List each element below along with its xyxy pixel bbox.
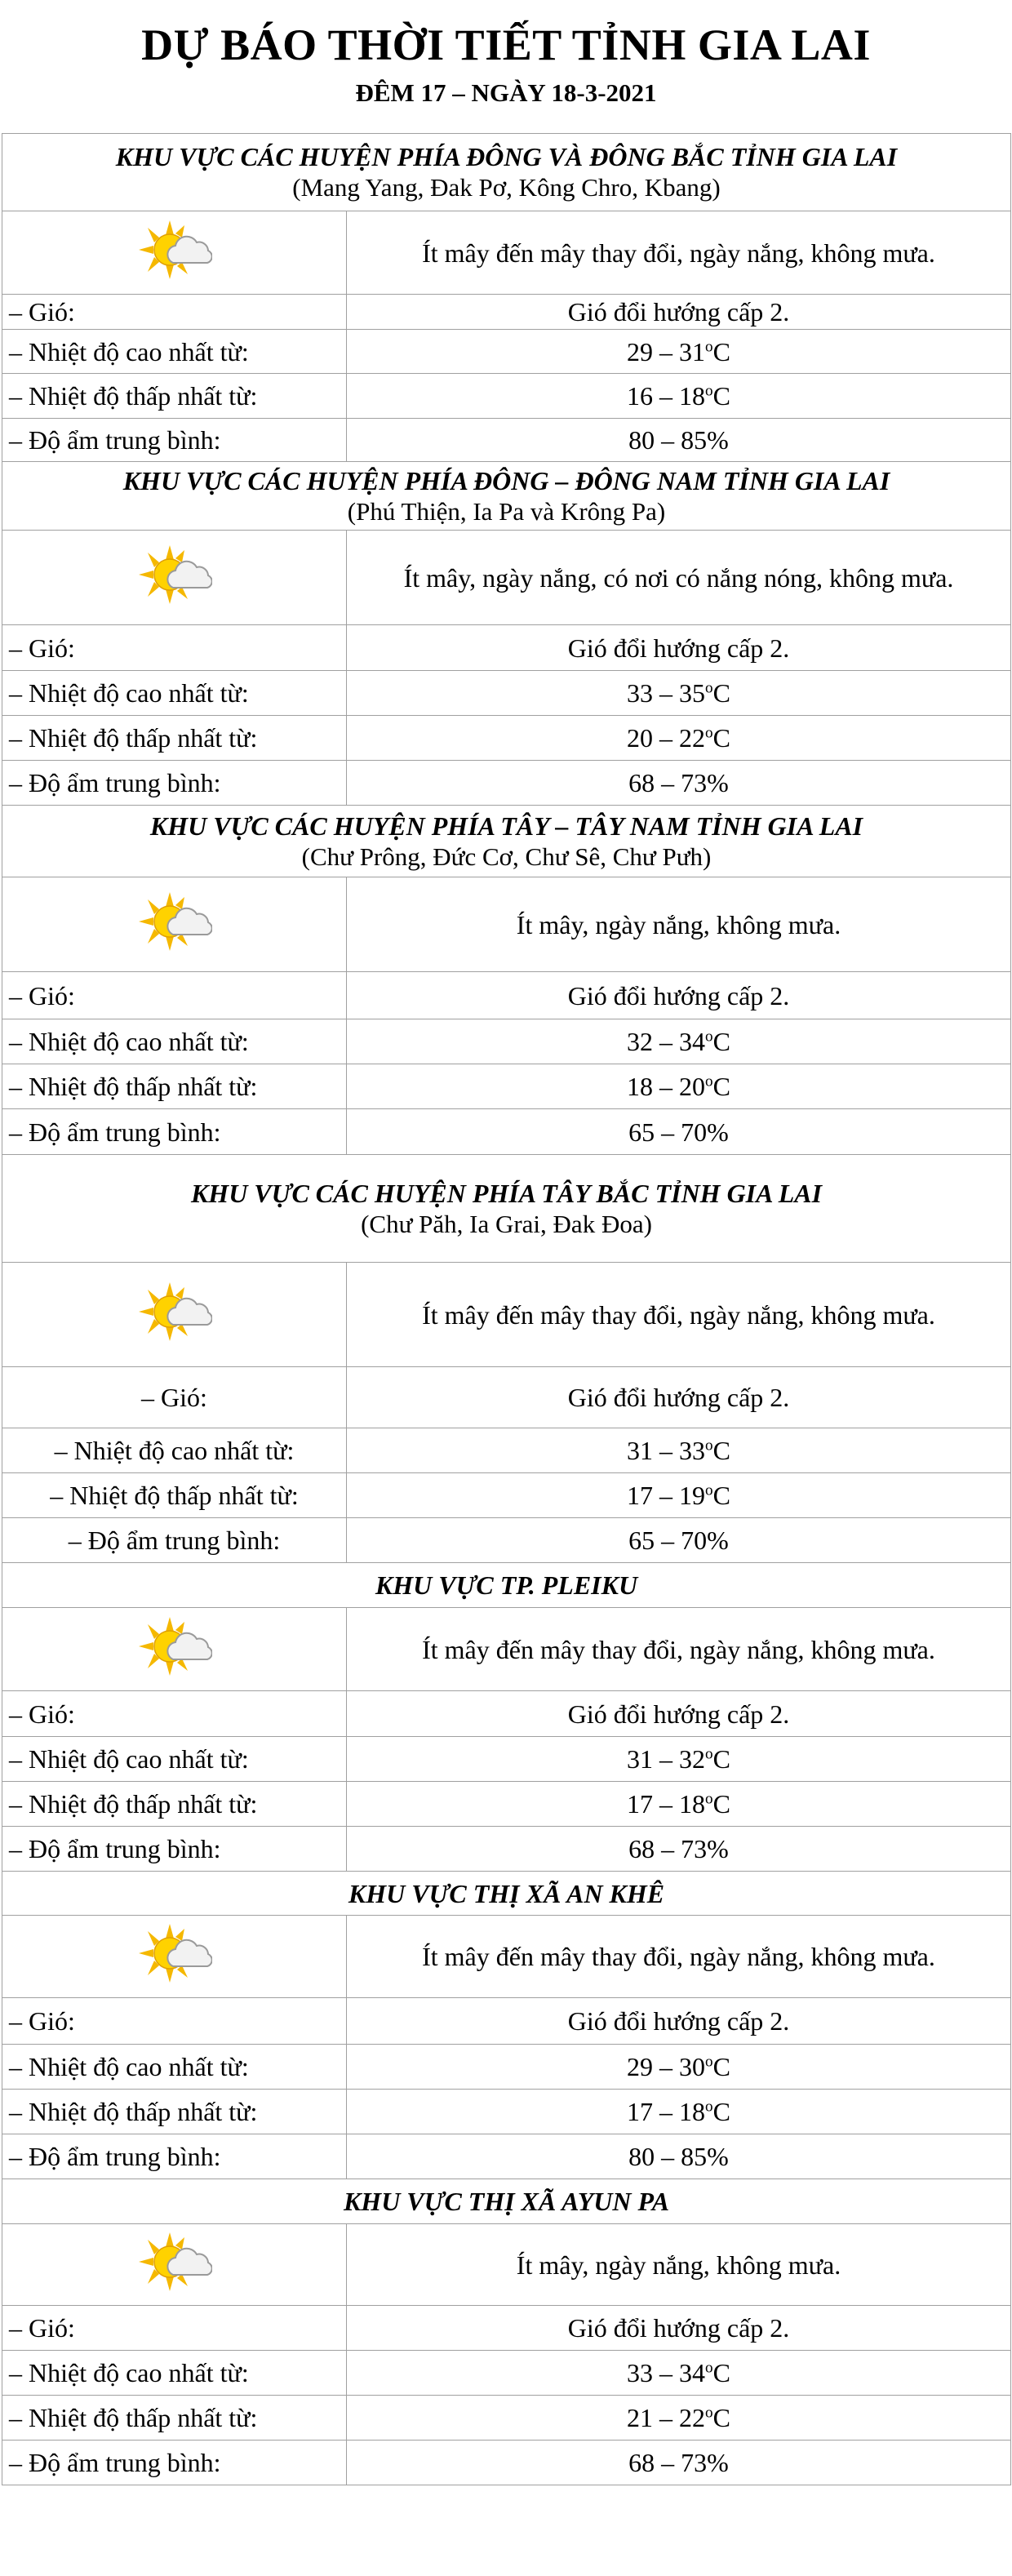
temp-unit: C bbox=[712, 1481, 730, 1510]
humidity-row bbox=[2, 419, 1011, 462]
wind-row bbox=[2, 295, 1011, 330]
region-title-row bbox=[2, 1155, 1011, 1263]
min-temp-row bbox=[2, 716, 1011, 761]
temp-unit: C bbox=[712, 678, 730, 708]
wind-value bbox=[347, 1367, 1011, 1428]
weather-description: Ít mây đến mây thay đổi, ngày nắng, không mưa. bbox=[347, 211, 1011, 295]
wind-row bbox=[2, 625, 1011, 671]
temp-unit: C bbox=[712, 2052, 730, 2081]
min-temp-row bbox=[2, 1782, 1011, 1827]
humidity-row bbox=[2, 2134, 1011, 2179]
temp-range: 31 – 33 bbox=[627, 1436, 706, 1465]
min-temp-label: – Nhiệt độ thấp nhất từ: bbox=[2, 2090, 347, 2134]
wind-value bbox=[347, 1691, 1011, 1737]
degree-sign: o bbox=[705, 382, 713, 400]
humidity-value bbox=[347, 2134, 1011, 2179]
temp-range: 18 – 20 bbox=[627, 1072, 706, 1101]
wind-row bbox=[2, 1367, 1011, 1428]
humidity-row bbox=[2, 1109, 1011, 1155]
temp-range: 29 – 31 bbox=[627, 336, 706, 366]
max-temp-value bbox=[347, 1019, 1011, 1064]
wind-text: Gió đổi hướng cấp 2. bbox=[567, 1383, 790, 1412]
wind-value bbox=[347, 2306, 1011, 2351]
region-districts: (Chư Prông, Đức Cơ, Chư Sê, Chư Pưh) bbox=[301, 842, 712, 871]
temp-range: 20 – 22 bbox=[627, 723, 706, 753]
weather-icon-cell bbox=[2, 1608, 347, 1691]
wind-label: – Gió: bbox=[2, 2306, 347, 2351]
min-temp-row bbox=[2, 1064, 1011, 1109]
max-temp-label: – Nhiệt độ cao nhất từ: bbox=[2, 1737, 347, 1782]
max-temp-value bbox=[347, 671, 1011, 716]
region-header bbox=[2, 2179, 1011, 2224]
weather-summary-row bbox=[2, 1916, 1011, 1998]
wind-row bbox=[2, 972, 1011, 1019]
region-header bbox=[2, 1563, 1011, 1608]
humidity-text: 80 – 85% bbox=[628, 425, 729, 455]
humidity-label: – Độ ẩm trung bình: bbox=[2, 419, 347, 462]
weather-summary-row bbox=[2, 877, 1011, 972]
region-title: KHU VỰC CÁC HUYỆN PHÍA ĐÔNG – ĐÔNG NAM TỈNH GIA LAI bbox=[122, 465, 890, 495]
max-temp-label: – Nhiệt độ cao nhất từ: bbox=[2, 2045, 347, 2090]
temp-unit: C bbox=[712, 1436, 730, 1465]
max-temp-row bbox=[2, 1428, 1011, 1473]
region-header bbox=[2, 134, 1011, 211]
temp-range: 33 – 35 bbox=[627, 678, 706, 708]
weather-icon-cell bbox=[2, 877, 347, 972]
min-temp-row bbox=[2, 2090, 1011, 2134]
temp-unit: C bbox=[712, 1744, 730, 1774]
degree-sign: o bbox=[705, 724, 713, 742]
region-districts: (Chư Păh, Ia Grai, Đak Đoa) bbox=[361, 1209, 652, 1238]
max-temp-row bbox=[2, 2351, 1011, 2396]
max-temp-label: – Nhiệt độ cao nhất từ: bbox=[2, 330, 347, 374]
temp-unit: C bbox=[712, 2358, 730, 2387]
temp-unit: C bbox=[712, 2097, 730, 2126]
wind-text: Gió đổi hướng cấp 2. bbox=[567, 980, 790, 1010]
region-districts: (Mang Yang, Đak Pơ, Kông Chro, Kbang) bbox=[292, 173, 721, 202]
page-subtitle: ĐÊM 17 – NGÀY 18-3-2021 bbox=[355, 78, 657, 107]
region-title: KHU VỰC THỊ XÃ AN KHÊ bbox=[348, 1878, 665, 1908]
wind-label: – Gió: bbox=[2, 1367, 347, 1428]
min-temp-label: – Nhiệt độ thấp nhất từ: bbox=[2, 374, 347, 419]
temp-range: 21 – 22 bbox=[627, 2403, 706, 2432]
sun-behind-cloud-icon bbox=[137, 1614, 212, 1686]
humidity-label: – Độ ẩm trung bình: bbox=[2, 1518, 347, 1563]
humidity-row bbox=[2, 1827, 1011, 1872]
min-temp-value bbox=[347, 374, 1011, 419]
sun-behind-cloud-icon bbox=[137, 889, 212, 961]
wind-text: Gió đổi hướng cấp 2. bbox=[567, 2006, 790, 2036]
min-temp-row bbox=[2, 374, 1011, 419]
region-title-row bbox=[2, 134, 1011, 211]
min-temp-value bbox=[347, 2090, 1011, 2134]
weather-summary-row bbox=[2, 1263, 1011, 1367]
weather-description: Ít mây, ngày nắng, không mưa. bbox=[347, 2224, 1011, 2306]
max-temp-row bbox=[2, 2045, 1011, 2090]
wind-label: – Gió: bbox=[2, 1998, 347, 2045]
temp-range: 33 – 34 bbox=[627, 2358, 706, 2387]
max-temp-value bbox=[347, 330, 1011, 374]
temp-unit: C bbox=[712, 2403, 730, 2432]
max-temp-label: – Nhiệt độ cao nhất từ: bbox=[2, 2351, 347, 2396]
weather-summary-row bbox=[2, 1608, 1011, 1691]
weather-icon-cell bbox=[2, 211, 347, 295]
humidity-value bbox=[347, 1109, 1011, 1155]
degree-sign: o bbox=[705, 2053, 713, 2071]
min-temp-label: – Nhiệt độ thấp nhất từ: bbox=[2, 1473, 347, 1518]
humidity-value bbox=[347, 2441, 1011, 2485]
wind-label: – Gió: bbox=[2, 295, 347, 330]
wind-text: Gió đổi hướng cấp 2. bbox=[567, 633, 790, 663]
weather-summary-row bbox=[2, 2224, 1011, 2306]
humidity-value bbox=[347, 1518, 1011, 1563]
wind-label: – Gió: bbox=[2, 972, 347, 1019]
humidity-label: – Độ ẩm trung bình: bbox=[2, 1109, 347, 1155]
region-header bbox=[2, 806, 1011, 877]
humidity-label: – Độ ẩm trung bình: bbox=[2, 761, 347, 806]
wind-value bbox=[347, 1998, 1011, 2045]
temp-range: 16 – 18 bbox=[627, 381, 706, 411]
wind-text: Gió đổi hướng cấp 2. bbox=[567, 1699, 790, 1729]
humidity-row bbox=[2, 761, 1011, 806]
temp-range: 31 – 32 bbox=[627, 1744, 706, 1774]
forecast-table bbox=[2, 133, 1011, 2485]
weather-description: Ít mây đến mây thay đổi, ngày nắng, không mưa. bbox=[347, 1608, 1011, 1691]
wind-value bbox=[347, 625, 1011, 671]
weather-description: Ít mây đến mây thay đổi, ngày nắng, không mưa. bbox=[347, 1916, 1011, 1998]
degree-sign: o bbox=[705, 1745, 713, 1763]
temp-unit: C bbox=[712, 1027, 730, 1056]
humidity-label: – Độ ẩm trung bình: bbox=[2, 1827, 347, 1872]
region-title: KHU VỰC TP. PLEIKU bbox=[375, 1570, 638, 1600]
weather-description: Ít mây đến mây thay đổi, ngày nắng, không mưa. bbox=[347, 1263, 1011, 1367]
degree-sign: o bbox=[705, 2359, 713, 2377]
temp-range: 29 – 30 bbox=[627, 2052, 706, 2081]
page-title: DỰ BÁO THỜI TIẾT TỈNH GIA LAI bbox=[141, 20, 871, 69]
weather-summary-row bbox=[2, 211, 1011, 295]
wind-value bbox=[347, 972, 1011, 1019]
degree-sign: o bbox=[705, 2098, 713, 2116]
wind-value bbox=[347, 295, 1011, 330]
max-temp-row bbox=[2, 671, 1011, 716]
max-temp-label: – Nhiệt độ cao nhất từ: bbox=[2, 1428, 347, 1473]
sun-behind-cloud-icon bbox=[137, 217, 212, 289]
wind-row bbox=[2, 2306, 1011, 2351]
wind-text: Gió đổi hướng cấp 2. bbox=[567, 2313, 790, 2343]
humidity-text: 65 – 70% bbox=[628, 1117, 729, 1147]
region-title-row bbox=[2, 806, 1011, 877]
max-temp-row bbox=[2, 330, 1011, 374]
region-title: KHU VỰC CÁC HUYỆN PHÍA ĐÔNG VÀ ĐÔNG BẮC TỈNH GIA LAI bbox=[115, 142, 898, 171]
wind-label: – Gió: bbox=[2, 625, 347, 671]
document-header bbox=[0, 0, 1012, 133]
degree-sign: o bbox=[705, 1481, 713, 1499]
temp-range: 32 – 34 bbox=[627, 1027, 706, 1056]
sun-behind-cloud-icon bbox=[137, 1279, 212, 1351]
min-temp-value bbox=[347, 716, 1011, 761]
min-temp-value bbox=[347, 1782, 1011, 1827]
weather-icon-cell bbox=[2, 1263, 347, 1367]
region-header bbox=[2, 1155, 1011, 1263]
temp-unit: C bbox=[712, 381, 730, 411]
region-header bbox=[2, 462, 1011, 531]
degree-sign: o bbox=[705, 1437, 713, 1455]
humidity-value bbox=[347, 1827, 1011, 1872]
temp-unit: C bbox=[712, 723, 730, 753]
min-temp-label: – Nhiệt độ thấp nhất từ: bbox=[2, 1064, 347, 1109]
temp-unit: C bbox=[712, 336, 730, 366]
max-temp-value bbox=[347, 2045, 1011, 2090]
max-temp-value bbox=[347, 1428, 1011, 1473]
region-title: KHU VỰC THỊ XÃ AYUN PA bbox=[343, 2187, 670, 2216]
region-title-row bbox=[2, 1563, 1011, 1608]
humidity-text: 65 – 70% bbox=[628, 1526, 729, 1555]
weather-summary-row bbox=[2, 531, 1011, 625]
region-title: KHU VỰC CÁC HUYỆN PHÍA TÂY BẮC TỈNH GIA LAI bbox=[190, 1178, 823, 1208]
weather-icon-cell bbox=[2, 1916, 347, 1998]
min-temp-value bbox=[347, 2396, 1011, 2441]
region-districts: (Phú Thiện, Ia Pa và Krông Pa) bbox=[347, 496, 666, 526]
region-header bbox=[2, 1872, 1011, 1916]
max-temp-row bbox=[2, 1019, 1011, 1064]
min-temp-value bbox=[347, 1473, 1011, 1518]
humidity-label: – Độ ẩm trung bình: bbox=[2, 2134, 347, 2179]
max-temp-label: – Nhiệt độ cao nhất từ: bbox=[2, 1019, 347, 1064]
degree-sign: o bbox=[705, 337, 713, 355]
degree-sign: o bbox=[705, 1073, 713, 1090]
sun-behind-cloud-icon bbox=[137, 2229, 212, 2301]
min-temp-row bbox=[2, 1473, 1011, 1518]
max-temp-value bbox=[347, 1737, 1011, 1782]
humidity-text: 68 – 73% bbox=[628, 768, 729, 797]
wind-row bbox=[2, 1691, 1011, 1737]
humidity-text: 68 – 73% bbox=[628, 2448, 729, 2477]
weather-description: Ít mây, ngày nắng, có nơi có nắng nóng, không mưa. bbox=[347, 531, 1011, 625]
region-title-row bbox=[2, 1872, 1011, 1916]
temp-unit: C bbox=[712, 1072, 730, 1101]
weather-icon-cell bbox=[2, 2224, 347, 2306]
humidity-value bbox=[347, 419, 1011, 462]
humidity-text: 68 – 73% bbox=[628, 1834, 729, 1863]
min-temp-label: – Nhiệt độ thấp nhất từ: bbox=[2, 2396, 347, 2441]
wind-text: Gió đổi hướng cấp 2. bbox=[567, 297, 790, 326]
min-temp-label: – Nhiệt độ thấp nhất từ: bbox=[2, 716, 347, 761]
degree-sign: o bbox=[705, 1028, 713, 1046]
region-title: KHU VỰC CÁC HUYỆN PHÍA TÂY – TÂY NAM TỈNH GIA LAI bbox=[149, 811, 863, 841]
min-temp-value bbox=[347, 1064, 1011, 1109]
temp-range: 17 – 18 bbox=[627, 2097, 706, 2126]
humidity-value bbox=[347, 761, 1011, 806]
degree-sign: o bbox=[705, 679, 713, 697]
humidity-row bbox=[2, 2441, 1011, 2485]
weather-description: Ít mây, ngày nắng, không mưa. bbox=[347, 877, 1011, 972]
min-temp-label: – Nhiệt độ thấp nhất từ: bbox=[2, 1782, 347, 1827]
sun-behind-cloud-icon bbox=[137, 542, 212, 614]
max-temp-label: – Nhiệt độ cao nhất từ: bbox=[2, 671, 347, 716]
humidity-label: – Độ ẩm trung bình: bbox=[2, 2441, 347, 2485]
sun-behind-cloud-icon bbox=[137, 1921, 212, 1992]
max-temp-row bbox=[2, 1737, 1011, 1782]
wind-label: – Gió: bbox=[2, 1691, 347, 1737]
degree-sign: o bbox=[705, 1790, 713, 1808]
max-temp-value bbox=[347, 2351, 1011, 2396]
temp-range: 17 – 18 bbox=[627, 1789, 706, 1819]
region-title-row bbox=[2, 462, 1011, 531]
degree-sign: o bbox=[705, 2404, 713, 2422]
region-title-row bbox=[2, 2179, 1011, 2224]
min-temp-row bbox=[2, 2396, 1011, 2441]
wind-row bbox=[2, 1998, 1011, 2045]
temp-range: 17 – 19 bbox=[627, 1481, 706, 1510]
weather-icon-cell bbox=[2, 531, 347, 625]
humidity-text: 80 – 85% bbox=[628, 2142, 729, 2171]
humidity-row bbox=[2, 1518, 1011, 1563]
temp-unit: C bbox=[712, 1789, 730, 1819]
